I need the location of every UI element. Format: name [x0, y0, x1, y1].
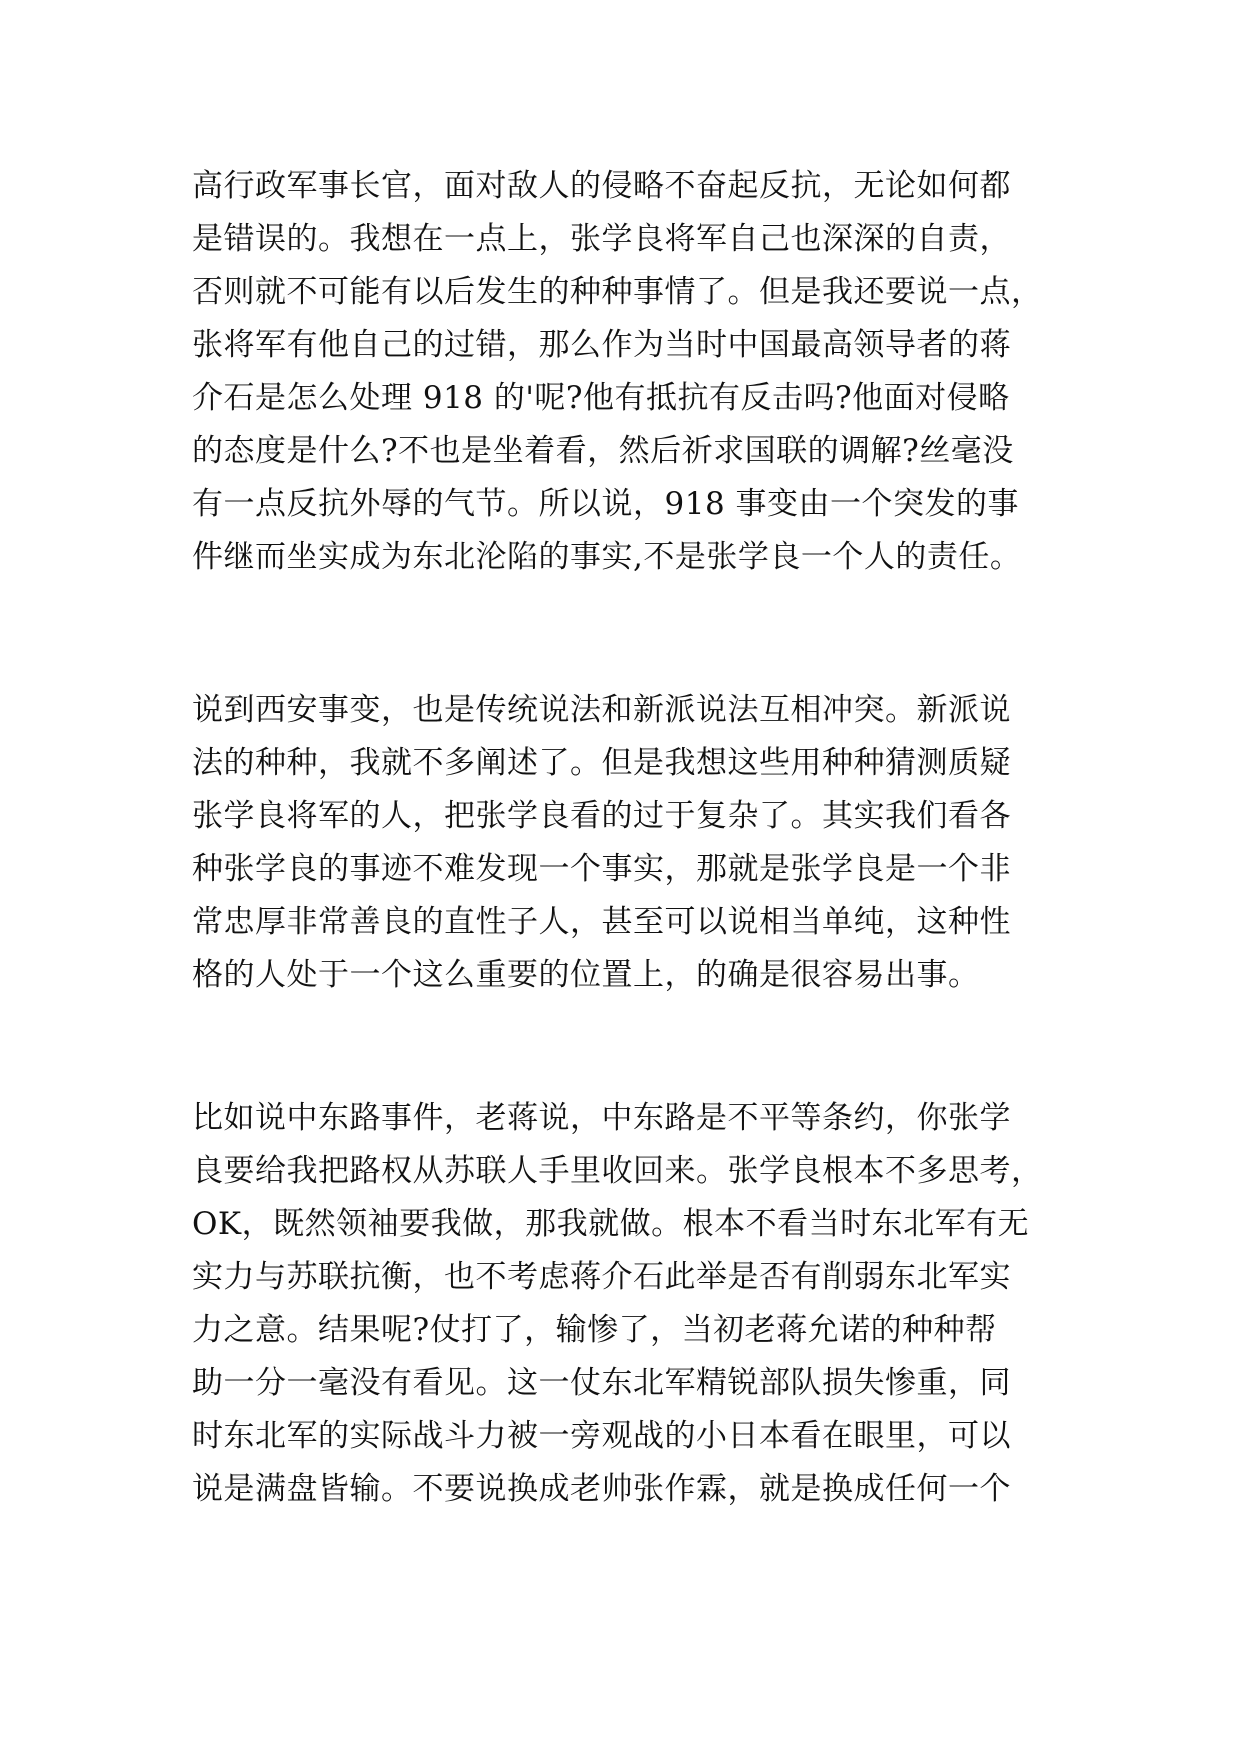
- text-line: 格的人处于一个这么重要的位置上，的确是很容易出事。: [192, 957, 980, 993]
- text-line: 说到西安事变，也是传统说法和新派说法互相冲突。新派说: [192, 692, 1011, 728]
- text-line: 说是满盘皆输。不要说换成老帅张作霖，就是换成任何一个: [192, 1471, 1011, 1507]
- text-line: 时东北军的实际战斗力被一旁观战的小日本看在眼里，可以: [192, 1418, 1011, 1454]
- paragraph-1: [192, 160, 1092, 584]
- text-line: 法的种种，我就不多阐述了。但是我想这些用种种猜测质疑: [192, 745, 1011, 781]
- text-line: 力之意。结果呢?仗打了，输惨了，当初老蒋允诺的种种帮: [192, 1312, 997, 1348]
- text-line: 助一分一毫没有看见。这一仗东北军精锐部队损失惨重，同: [192, 1365, 1011, 1401]
- text-line: 件继而坐实成为东北沦陷的事实,不是张学良一个人的责任。: [192, 539, 1022, 575]
- text-line: 的态度是什么?不也是坐着看，然后祈求国联的调解?丝毫没: [192, 433, 1014, 469]
- text-line: OK，既然领袖要我做，那我就做。根本不看当时东北军有无: [192, 1206, 1030, 1242]
- text-line: 张学良将军的人，把张学良看的过于复杂了。其实我们看各: [192, 798, 1011, 834]
- text-line: 比如说中东路事件，老蒋说，中东路是不平等条约，你张学: [192, 1100, 1011, 1136]
- paragraph-2: [192, 684, 1092, 1002]
- text-line: 良要给我把路权从苏联人手里收回来。张学良根本不多思考，: [192, 1153, 1043, 1189]
- text-line: 介石是怎么处理 918 的'呢?他有抵抗有反击吗?他面对侵略: [192, 380, 1010, 416]
- text-line: 实力与苏联抗衡，也不考虑蒋介石此举是否有削弱东北军实: [192, 1259, 1011, 1295]
- text-line: 张将军有他自己的过错，那么作为当时中国最高领导者的蒋: [192, 327, 1011, 363]
- text-line: 高行政军事长官，面对敌人的侵略不奋起反抗，无论如何都: [192, 168, 1011, 204]
- text-line: 种张学良的事迹不难发现一个事实，那就是张学良是一个非: [192, 851, 1011, 887]
- text-line: 是错误的。我想在一点上，张学良将军自己也深深的自责，: [192, 221, 1011, 257]
- paragraph-3: [192, 1092, 1092, 1516]
- text-line: 常忠厚非常善良的直性子人，甚至可以说相当单纯，这种性: [192, 904, 1011, 940]
- text-line: 有一点反抗外辱的气节。所以说，918 事变由一个突发的事: [192, 486, 1020, 522]
- text-line: 否则就不可能有以后发生的种种事情了。但是我还要说一点，: [192, 274, 1043, 310]
